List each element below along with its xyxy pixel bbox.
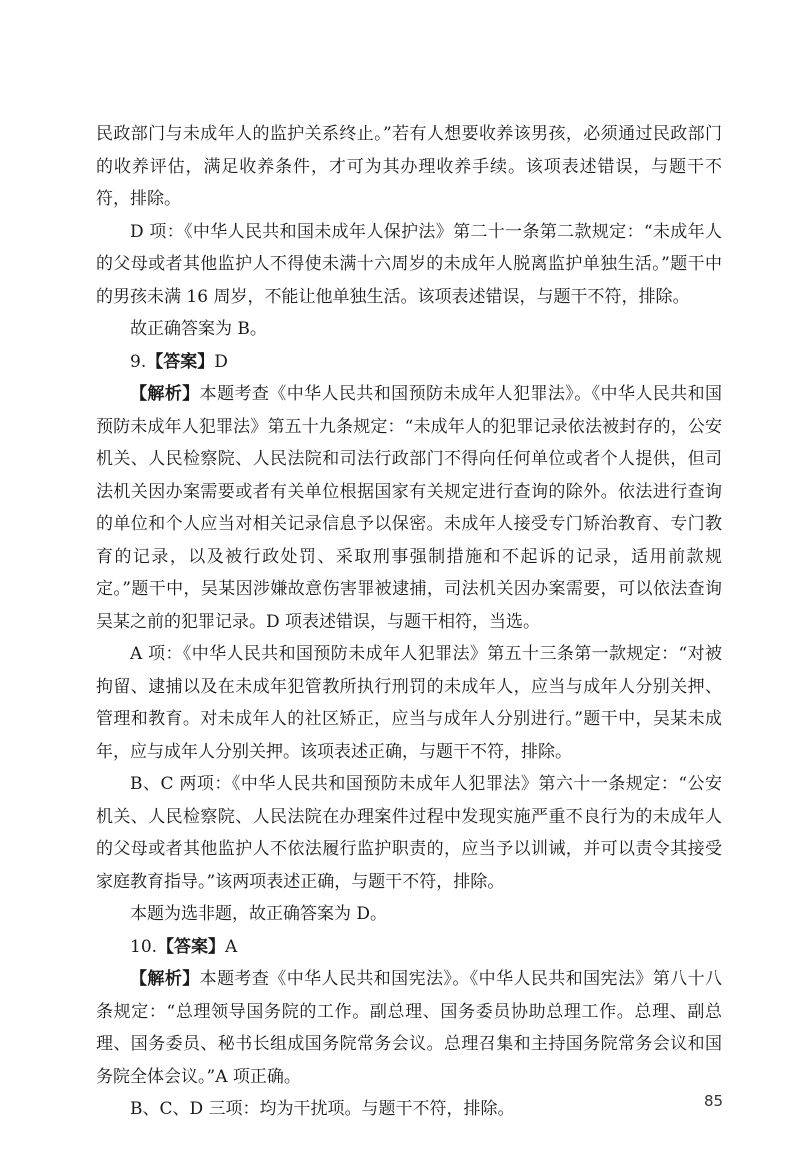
- analysis-text: 本题考查《中华人民共和国预防未成年人犯罪法》。《中华人民共和国预防未成年人犯罪法》第五十九条规定：“未成年人的犯罪记录依法被封存的，公安机关、人民检察院、人民法院和司法行政部门不得向任何单位或者个人提供，但司法机关因办案需要或者有关单位根据国家有关规定进行查询的除外。依法进行查询的单位和个人应当对相关记录信息予以保密。未成年人接受专门矫治教育、专门教育的记录，以及被行政处罚、采取刑事强制措施和不起诉的记录，适用前款规定。”题干中，吴某因涉嫌故意伤害罪被逮捕，司法机关因办案需要，可以依法查询吴某之前的犯罪记录。D 项表述错误，与题干相符，当选。: [96, 384, 723, 632]
- analysis-tag: 【解析】: [130, 384, 200, 404]
- answer-9: [96, 346, 722, 379]
- paragraph-option-d: D 项：《中华人民共和国未成年人保护法》第二十一条第二款规定：“未成年人的父母或者其他监护人不得使未满十六周岁的未成年人脱离监护单独生活。”题干中的男孩未满 16 周岁，不能让他单独生活。该项表述错误，与题干不符，排除。: [96, 221, 722, 307]
- paragraph-option-a: A 项：《中华人民共和国预防未成年人犯罪法》第五十三条第一款规定：“对被拘留、逮捕以及在未成年犯管教所执行刑罚的未成年人，应当与成年人分别关押、管理和教育。对未成年人的社区矫正，应当与成年人分别进行。”题干中，吴某未成年，应与成年人分别关押。该项表述正确，与题干不符，排除。: [96, 644, 722, 762]
- page-number: 85: [704, 1092, 724, 1110]
- paragraph-conclusion-8: 故正确答案为 B。: [130, 319, 267, 339]
- question-number: 10.: [130, 936, 158, 957]
- question-number: 9.: [130, 351, 147, 372]
- analysis-10: [96, 963, 722, 1093]
- analysis-9: [96, 378, 722, 638]
- paragraph-continuation: 民政部门与未成年人的监护关系终止。”若有人想要收养该男孩，必须通过民政部门的收养评估，满足收养条件，才可为其办理收养手续。该项表述错误，与题干不符，排除。: [96, 124, 722, 209]
- paragraph-option-bc: B、C 两项：《中华人民共和国预防未成年人犯罪法》第六十一条规定：“公安机关、人民检察院、人民法院在办理案件过程中发现实施严重不良行为的未成年人的父母或者其他监护人不依法履行监护职责的，应当予以训诫，并可以责令其接受家庭教育指导。”该两项表述正确，与题干不符，排除。: [96, 774, 722, 892]
- paragraph-conclusion-9: 本题为选非题，故正确答案为 D。: [130, 904, 388, 924]
- analysis-tag: 【解析】: [130, 969, 200, 989]
- page-body: [96, 118, 722, 1126]
- paragraph-option-bcd: B、C、D 三项：均为干扰项。与题干不符，排除。: [130, 1099, 515, 1119]
- analysis-text: 本题考查《中华人民共和国宪法》。《中华人民共和国宪法》第八十八条规定：“总理领导国务院的工作。副总理、国务委员协助总理工作。总理、副总理、国务委员、秘书长组成国务院常务会议。总理召集和主持国务院常务会议和国务院全体会议。”A 项正确。: [96, 969, 723, 1087]
- answer-tag: 【答案】: [146, 351, 215, 372]
- answer-10: [96, 931, 722, 964]
- answer-value: D: [214, 351, 228, 372]
- answer-value: A: [225, 936, 238, 957]
- answer-tag: 【答案】: [157, 936, 226, 957]
